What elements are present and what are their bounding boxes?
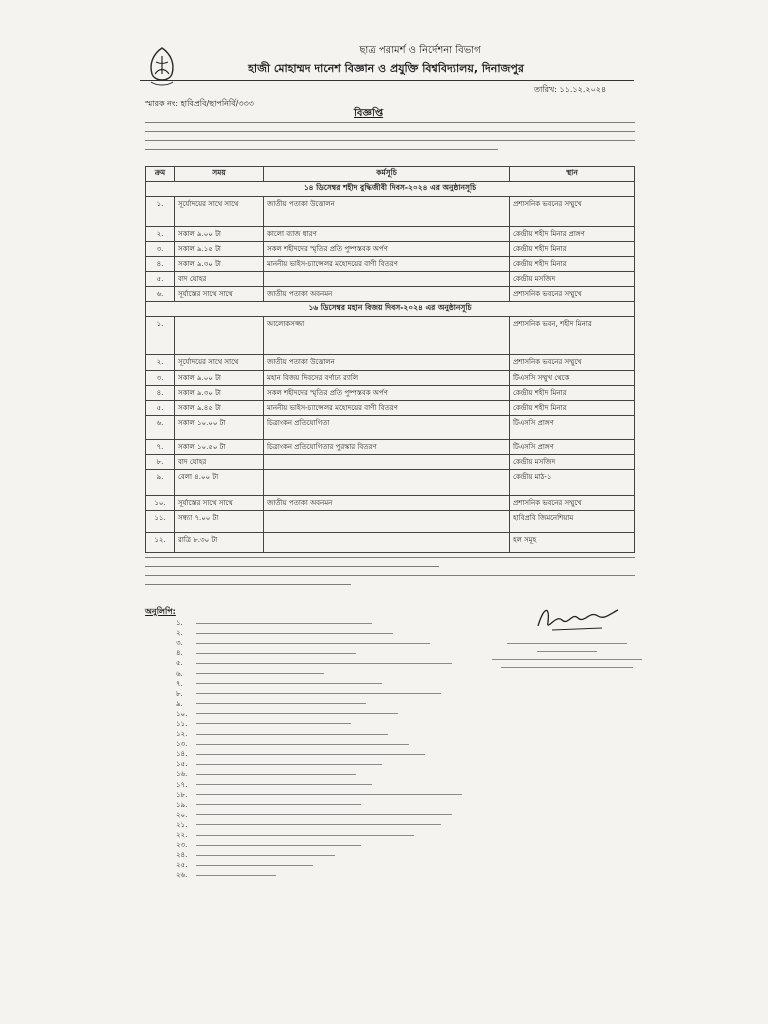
list-item <box>176 658 472 668</box>
list-item <box>176 679 472 689</box>
row-serial: ২. <box>146 355 175 371</box>
row-time: সূর্যাস্তের সাথে সাথে <box>175 287 264 302</box>
table-row <box>146 227 635 242</box>
table-row <box>146 401 635 416</box>
list-item-text <box>196 744 409 745</box>
table-row <box>146 496 635 511</box>
list-item <box>176 749 472 759</box>
list-item-number: ২১. <box>176 820 188 829</box>
row-time: সকাল ১০.৫০ টা <box>175 440 264 455</box>
row-serial: ১২. <box>146 533 175 553</box>
section-title: ১৬ ডিসেম্বর মহান বিজয় দিবস-২০২৪ এর অনুষ্ঠানসূচি <box>146 302 635 317</box>
list-item-number: ২৩. <box>176 841 188 850</box>
table-row <box>146 272 635 287</box>
cc-title: অনুলিপি: <box>145 607 176 616</box>
row-program: জাতীয় পতাকা অবনমন <box>264 287 510 302</box>
list-item-text <box>196 794 462 795</box>
list-item <box>176 780 472 790</box>
list-item <box>176 739 472 749</box>
list-item-text <box>196 824 441 825</box>
list-item-number: ১৬. <box>176 770 188 779</box>
row-place: প্রশাসনিক ভবন, শহীদ মিনার <box>510 317 635 355</box>
list-item <box>176 759 472 769</box>
list-item-number: ৩. <box>176 639 183 648</box>
table-row <box>146 416 635 440</box>
list-item-number: ৪. <box>176 649 183 658</box>
row-program <box>264 272 510 287</box>
row-serial: ৭. <box>146 440 175 455</box>
table-row <box>146 317 635 355</box>
row-place: প্রশাসনিক ভবনের সম্মুখে <box>510 287 635 302</box>
col-place: স্থান <box>510 167 635 182</box>
row-time: সকাল ৯.১৫ টা <box>175 242 264 257</box>
list-item-number: ১৮. <box>176 790 188 799</box>
row-time: সকাল ৯.৩০ টা <box>175 257 264 272</box>
list-item <box>176 648 472 658</box>
list-item-text <box>196 734 388 735</box>
table-row <box>146 455 635 470</box>
row-program: মাননীয় ভাইস-চ্যান্সেলর মহোদয়ের বাণী বিতরণ <box>264 257 510 272</box>
list-item-number: ২৫. <box>176 861 188 870</box>
row-program: জাতীয় পতাকা উত্তোলন <box>264 355 510 371</box>
list-item-number: ৫. <box>176 659 183 668</box>
row-program: সকল শহীদদের স্মৃতির প্রতি পুষ্পস্তবক অর্পণ <box>264 242 510 257</box>
row-program <box>264 455 510 470</box>
row-time: সন্ধ্যা ৭.০০ টা <box>175 511 264 533</box>
row-place: প্রশাসনিক ভবনের সম্মুখে <box>510 355 635 371</box>
closing-paragraph <box>145 557 635 593</box>
list-item-text <box>196 683 382 684</box>
list-item-number: ২২. <box>176 831 188 840</box>
row-place: কেন্দ্রীয় শহীদ মিনার <box>510 401 635 416</box>
list-item-text <box>196 754 425 755</box>
list-item <box>176 820 472 830</box>
row-serial: ৯. <box>146 470 175 496</box>
list-item <box>176 618 472 628</box>
list-item-number: ২০. <box>176 810 188 819</box>
list-item-number: ৮. <box>176 689 183 698</box>
row-place: কেন্দ্রীয় মাঠ-১ <box>510 470 635 496</box>
row-program: কালো ব্যাজ ধারণ <box>264 227 510 242</box>
intro-paragraph <box>145 122 635 158</box>
list-item-text <box>196 633 393 634</box>
cc-list <box>176 618 472 880</box>
list-item-text <box>196 663 452 664</box>
list-item-text <box>196 835 414 836</box>
list-item-number: ১৯. <box>176 800 188 809</box>
row-serial: ২. <box>146 227 175 242</box>
row-time: সকাল ৯.০০ টা <box>175 371 264 386</box>
list-item-number: ১২. <box>176 730 188 739</box>
list-item-text <box>196 623 372 624</box>
table-row <box>146 242 635 257</box>
list-item-text <box>196 723 351 724</box>
list-item-text <box>196 804 361 805</box>
list-item <box>176 769 472 779</box>
list-item-number: ২৬. <box>176 871 188 880</box>
row-place: হল সমূহ <box>510 533 635 553</box>
list-item-text <box>196 703 366 704</box>
list-item <box>176 830 472 840</box>
row-place: প্রশাসনিক ভবনের সম্মুখে <box>510 197 635 227</box>
row-serial: ৪. <box>146 257 175 272</box>
list-item-text <box>196 784 372 785</box>
row-place: কেন্দ্রীয় মসজিদ <box>510 272 635 287</box>
row-place: টিএসসি সম্মুখ থেকে <box>510 371 635 386</box>
row-program: সকল শহীদদের স্মৃতির প্রতি পুষ্পস্তবক অর্পণ <box>264 386 510 401</box>
row-serial: ৮. <box>146 455 175 470</box>
row-time: সকাল ৯.৩০ টা <box>175 386 264 401</box>
list-item <box>176 860 472 870</box>
row-serial: ১১. <box>146 511 175 533</box>
list-item <box>176 719 472 729</box>
list-item-number: ১৭. <box>176 780 188 789</box>
notice-title: বিজ্ঞপ্তি <box>354 108 384 119</box>
row-serial: ১০. <box>146 496 175 511</box>
list-item <box>176 638 472 648</box>
table-row <box>146 386 635 401</box>
list-item <box>176 810 472 820</box>
section-title: ১৪ ডিসেম্বর শহীদ বুদ্ধিজীবী দিবস-২০২৪ এর অনুষ্ঠানসূচি <box>146 182 635 197</box>
row-time: সূর্যোদয়ের সাথে সাথে <box>175 355 264 371</box>
row-time: সূর্যোদয়ের সাথে সাথে <box>175 197 264 227</box>
row-place: কেন্দ্রীয় শহীদ মিনার <box>510 257 635 272</box>
university-seal-icon <box>143 44 181 88</box>
row-place: টিএসসি প্রাঙ্গণ <box>510 416 635 440</box>
row-program <box>264 470 510 496</box>
section-banner-row <box>146 182 635 197</box>
row-program: মহান বিজয় দিবসের বর্ণাঢ্য র‍্যালি <box>264 371 510 386</box>
table-row <box>146 257 635 272</box>
row-serial: ১. <box>146 317 175 355</box>
list-item-number: ১. <box>176 619 183 628</box>
header-rule <box>140 80 634 81</box>
row-program: জাতীয় পতাকা উত্তোলন <box>264 197 510 227</box>
signature <box>532 600 622 636</box>
list-item-number: ১৩. <box>176 740 188 749</box>
row-serial: ৩. <box>146 371 175 386</box>
row-time: সকাল ৯.০০ টা <box>175 227 264 242</box>
list-item <box>176 840 472 850</box>
table-row <box>146 533 635 553</box>
list-item <box>176 790 472 800</box>
signatory-block <box>492 638 642 668</box>
list-item-number: ৯. <box>176 699 183 708</box>
row-place: প্রশাসনিক ভবনের সম্মুখে <box>510 496 635 511</box>
row-program: আলোকসজ্জা <box>264 317 510 355</box>
list-item-text <box>196 643 430 644</box>
list-item <box>176 668 472 678</box>
row-time <box>175 317 264 355</box>
row-time: রাত্রি ৮.৩০ টা <box>175 533 264 553</box>
list-item-text <box>196 673 324 674</box>
list-item <box>176 699 472 709</box>
list-item-number: ৬. <box>176 669 183 678</box>
row-place: কেন্দ্রীয় শহীদ মিনার প্রাঙ্গণ <box>510 227 635 242</box>
table-row <box>146 470 635 496</box>
row-place: কেন্দ্রীয় মসজিদ <box>510 455 635 470</box>
list-item-text <box>196 693 441 694</box>
list-item-number: ১১. <box>176 719 188 728</box>
list-item <box>176 729 472 739</box>
row-serial: ৫. <box>146 272 175 287</box>
row-serial: ৬. <box>146 416 175 440</box>
row-time: বাদ যোহর <box>175 272 264 287</box>
row-place: হাবিপ্রবি জিমনেশিয়াম <box>510 511 635 533</box>
list-item <box>176 850 472 860</box>
list-item-number: ১০. <box>176 709 188 718</box>
list-item-text <box>196 855 335 856</box>
row-program: চিত্রাংকন প্রতিযোগিতার পুরস্কার বিতরণ <box>264 440 510 455</box>
col-time: সময় <box>175 167 264 182</box>
row-time: বেলা ৪.০০ টা <box>175 470 264 496</box>
list-item-text <box>196 774 356 775</box>
row-serial: ৬. <box>146 287 175 302</box>
row-place: কেন্দ্রীয় শহীদ মিনার <box>510 386 635 401</box>
col-program: কর্মসূচি <box>264 167 510 182</box>
memo-number: স্মারক নং: হাবিপ্রবি/ছাপনির্বি/৩৩৩ <box>145 99 254 108</box>
row-program <box>264 533 510 553</box>
table-row <box>146 287 635 302</box>
table-row <box>146 440 635 455</box>
list-item <box>176 870 472 880</box>
list-item-number: ১৫. <box>176 760 188 769</box>
table-row <box>146 197 635 227</box>
list-item-text <box>196 814 452 815</box>
list-item <box>176 689 472 699</box>
list-item <box>176 628 472 638</box>
table-row <box>146 371 635 386</box>
row-time: সূর্যাস্তের সাথে সাথে <box>175 496 264 511</box>
table-row <box>146 355 635 371</box>
row-program: মাননীয় ভাইস-চ্যান্সেলর মহোদয়ের বাণী বিতরণ <box>264 401 510 416</box>
row-serial: ৪. <box>146 386 175 401</box>
row-place: কেন্দ্রীয় শহীদ মিনার <box>510 242 635 257</box>
department-name: ছাত্র পরামর্শ ও নির্দেশনা বিভাগ <box>359 45 481 56</box>
row-time: সকাল ৯.৪৫ টা <box>175 401 264 416</box>
list-item-text <box>196 865 313 866</box>
table-header-row <box>146 167 635 182</box>
list-item <box>176 709 472 719</box>
row-serial: ১. <box>146 197 175 227</box>
table-row <box>146 511 635 533</box>
row-serial: ৫. <box>146 401 175 416</box>
row-serial: ৩. <box>146 242 175 257</box>
row-program <box>264 511 510 533</box>
list-item-text <box>196 653 356 654</box>
list-item-text <box>196 713 398 714</box>
schedule-table <box>145 166 635 553</box>
list-item-number: ৭. <box>176 679 183 688</box>
row-program: চিত্রাংকন প্রতিযোগিতা <box>264 416 510 440</box>
row-time: সকাল ১০.০০ টা <box>175 416 264 440</box>
row-time: বাদ যোহর <box>175 455 264 470</box>
list-item-number: ২. <box>176 629 183 638</box>
section-banner-row <box>146 302 635 317</box>
list-item-text <box>196 845 361 846</box>
row-place: টিএসসি প্রাঙ্গণ <box>510 440 635 455</box>
list-item <box>176 800 472 810</box>
row-program: জাতীয় পতাকা অবনমন <box>264 496 510 511</box>
list-item-text <box>196 764 382 765</box>
col-serial: ক্রম <box>146 167 175 182</box>
list-item-number: ২৪. <box>176 851 188 860</box>
university-name: হাজী মোহাম্মদ দানেশ বিজ্ঞান ও প্রযুক্তি বিশ্ববিদ্যালয়, দিনাজপুর <box>248 62 524 75</box>
notice-date: তারিখ: ১১.১২.২০২৪ <box>534 85 607 94</box>
list-item-number: ১৪. <box>176 750 188 759</box>
list-item-text <box>196 875 276 876</box>
